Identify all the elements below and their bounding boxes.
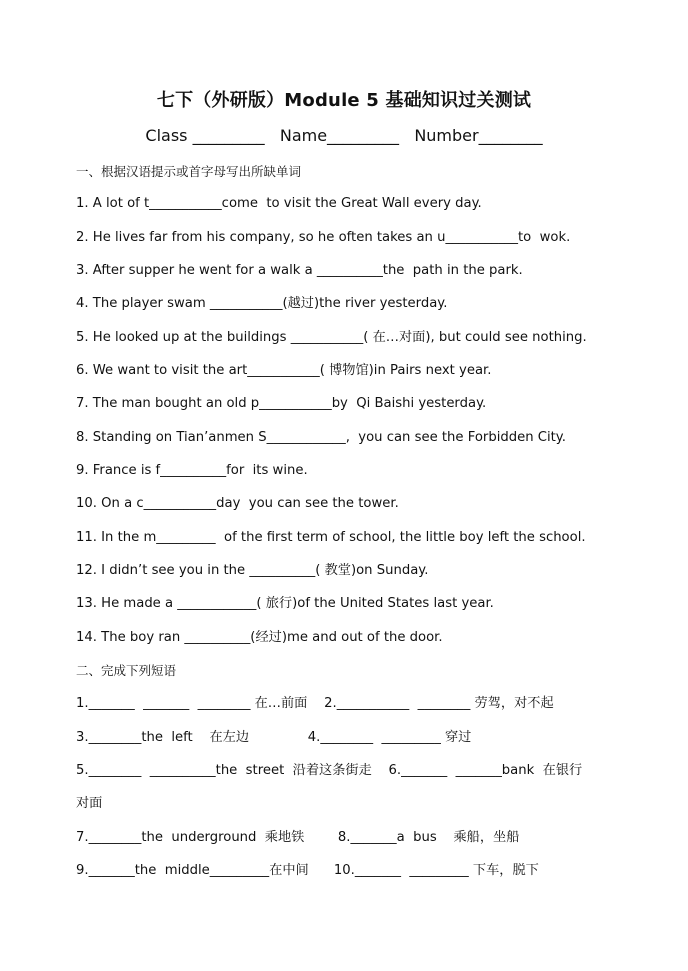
question-item: 10. On a c___________day you can see the tower. <box>76 496 399 511</box>
question-item: 7. The man bought an old p___________by Qi Baishi yesterday. <box>76 396 487 411</box>
phrase-item: 9._______the middle_________在中间 10._______ _________ 下车，脱下 <box>76 863 539 878</box>
question-item: 4. The player swam ___________(越过)the river yesterday. <box>76 296 448 311</box>
name-field: Name_________ <box>279 126 400 145</box>
question-item: 14. The boy ran __________(经过)me and out of the door. <box>76 630 443 645</box>
phrase-item: 3.________the left 在左边 4.________ _________ 穿过 <box>76 730 472 745</box>
question-item: 6. We want to visit the art___________( 博物馆)in Pairs next year. <box>76 363 492 378</box>
phrase-item-continued: 对面 <box>76 796 103 811</box>
question-item: 3. After supper he went for a walk a __________the path in the park. <box>76 263 523 278</box>
question-item: 13. He made a ____________( 旅行)of the United States last year. <box>76 596 494 611</box>
phrase-item: 7.________the underground 乘地铁 8._______a bus 乘船，坐船 <box>76 830 520 845</box>
question-item: 12. I didn’t see you in the __________( 教堂)on Sunday. <box>76 563 429 578</box>
section2-heading: 二、完成下列短语 <box>76 663 177 678</box>
phrase-item: 5.________ __________the street 沿着这条街走 6._______ _______bank 在银行 <box>76 763 583 778</box>
question-item: 5. He looked up at the buildings ___________( 在…对面), but could see nothing. <box>76 330 587 345</box>
section1-heading: 一、根据汉语提示或首字母写出所缺单词 <box>76 164 302 179</box>
question-item: 8. Standing on Tian’anmen S____________, you can see the Forbidden City. <box>76 430 566 445</box>
class-field: Class _________ <box>145 126 265 145</box>
question-item: 9. France is f__________for its wine. <box>76 463 308 478</box>
question-item: 1. A lot of t___________come to visit the Great Wall every day. <box>76 196 482 211</box>
question-item: 2. He lives far from his company, so he often takes an u___________to wok. <box>76 230 571 245</box>
page-title: 七下（外研版）Module 5 基础知识过关测试 <box>156 90 532 111</box>
phrase-item: 1._______ _______ ________ 在…前面 2.___________ ________ 劳驾，对不起 <box>76 696 554 711</box>
student-info-row <box>0 126 688 145</box>
question-item: 11. In the m_________ of the first term of school, the little boy left the school. <box>76 530 586 545</box>
number-field: Number________ <box>414 126 543 145</box>
